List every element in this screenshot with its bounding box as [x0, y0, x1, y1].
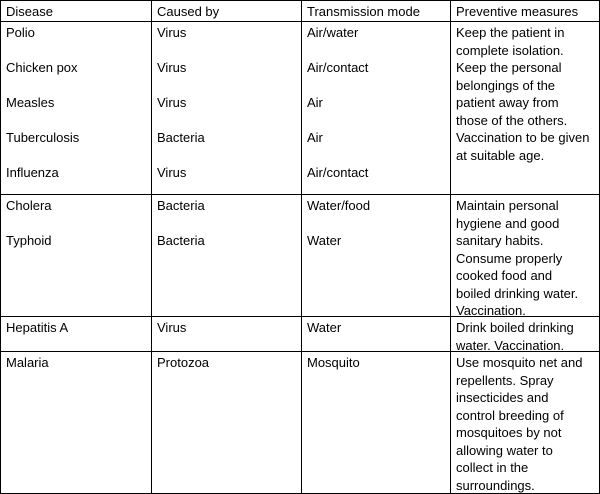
mode-value: Water: [307, 320, 342, 335]
measures-cell: [451, 352, 600, 494]
measure-line: mosquitoes by not: [456, 425, 562, 440]
measure-line: repellents. Spray: [456, 372, 554, 388]
mode-value: Air: [307, 95, 323, 110]
measure-line: Use mosquito net and: [456, 355, 583, 370]
cause-value: Bacteria: [157, 233, 205, 248]
disease-name: Tuberculosis: [6, 130, 80, 145]
cause-value: Virus: [157, 25, 187, 40]
measure-line: Keep the patient in: [456, 25, 565, 40]
measure-line: those of the others.: [456, 112, 568, 128]
disease-name: Measles: [6, 95, 55, 110]
cause-value: Virus: [157, 60, 187, 75]
measure-line: belongings of the: [456, 77, 556, 93]
measure-line: sanitary habits.: [456, 233, 544, 248]
diseases-cell: [0, 22, 152, 195]
modes-cell: [302, 352, 451, 494]
disease-name: Hepatitis A: [6, 320, 69, 335]
mode-value: Water/food: [307, 198, 371, 213]
cause-value: Virus: [157, 95, 187, 110]
modes-cell: [302, 317, 451, 352]
mode-value: Mosquito: [307, 355, 360, 370]
measure-line: cooked food and: [456, 268, 553, 283]
header-transmission-mode: [302, 0, 451, 22]
mode-value: Air/contact: [307, 165, 369, 180]
header-label: Preventive measures: [456, 4, 579, 19]
mode-value: Water: [307, 233, 342, 248]
measure-line: Drink boiled drinking: [456, 320, 574, 335]
measure-line: insecticides and: [456, 390, 549, 405]
causes-cell: [152, 22, 302, 195]
measure-line: collect in the: [456, 460, 529, 475]
measures-cell: [451, 195, 600, 317]
modes-cell: [302, 195, 451, 317]
causes-cell: [152, 352, 302, 494]
measure-line: hygiene and good: [456, 215, 560, 231]
cause-value: Virus: [157, 320, 187, 335]
cause-value: Bacteria: [157, 130, 205, 145]
header-preventive-measures: [451, 0, 600, 22]
disease-name: Cholera: [6, 198, 52, 213]
mode-value: Air/water: [307, 25, 359, 40]
measure-line: Consume properly: [456, 250, 563, 266]
cause-value: Bacteria: [157, 198, 205, 213]
disease-name: Influenza: [6, 165, 59, 180]
measures-cell: [451, 22, 600, 195]
causes-cell: [152, 317, 302, 352]
measures-cell: [451, 317, 600, 352]
cause-value: Virus: [157, 165, 187, 180]
diseases-cell: [0, 317, 152, 352]
header-disease: [0, 0, 152, 22]
disease-name: Chicken pox: [6, 60, 78, 75]
diseases-cell: [0, 195, 152, 317]
measure-line: surroundings.: [456, 477, 535, 493]
measure-line: boiled drinking water.: [456, 285, 579, 301]
measure-line: Maintain personal: [456, 198, 559, 213]
diseases-cell: [0, 352, 152, 494]
disease-name: Typhoid: [6, 233, 52, 248]
disease-name: Polio: [6, 25, 35, 40]
measure-line: Keep the personal: [456, 60, 562, 75]
header-label: Disease: [6, 4, 53, 19]
causes-cell: [152, 195, 302, 317]
header-label: Transmission mode: [307, 4, 420, 19]
measure-line: patient away from: [456, 95, 559, 110]
measure-line: control breeding of: [456, 407, 564, 423]
header-caused-by: [152, 0, 302, 22]
modes-cell: [302, 22, 451, 195]
measure-line: allowing water to: [456, 442, 553, 458]
measure-line: Vaccination to be given: [456, 130, 590, 145]
mode-value: Air/contact: [307, 60, 369, 75]
disease-name: Malaria: [6, 355, 49, 370]
mode-value: Air: [307, 130, 323, 145]
measure-line: water. Vaccination.: [456, 337, 565, 352]
measure-line: Vaccination.: [456, 303, 526, 317]
measure-line: complete isolation.: [456, 42, 564, 58]
measure-line: at suitable age.: [456, 147, 545, 163]
header-label: Caused by: [157, 4, 220, 19]
cause-value: Protozoa: [157, 355, 210, 370]
